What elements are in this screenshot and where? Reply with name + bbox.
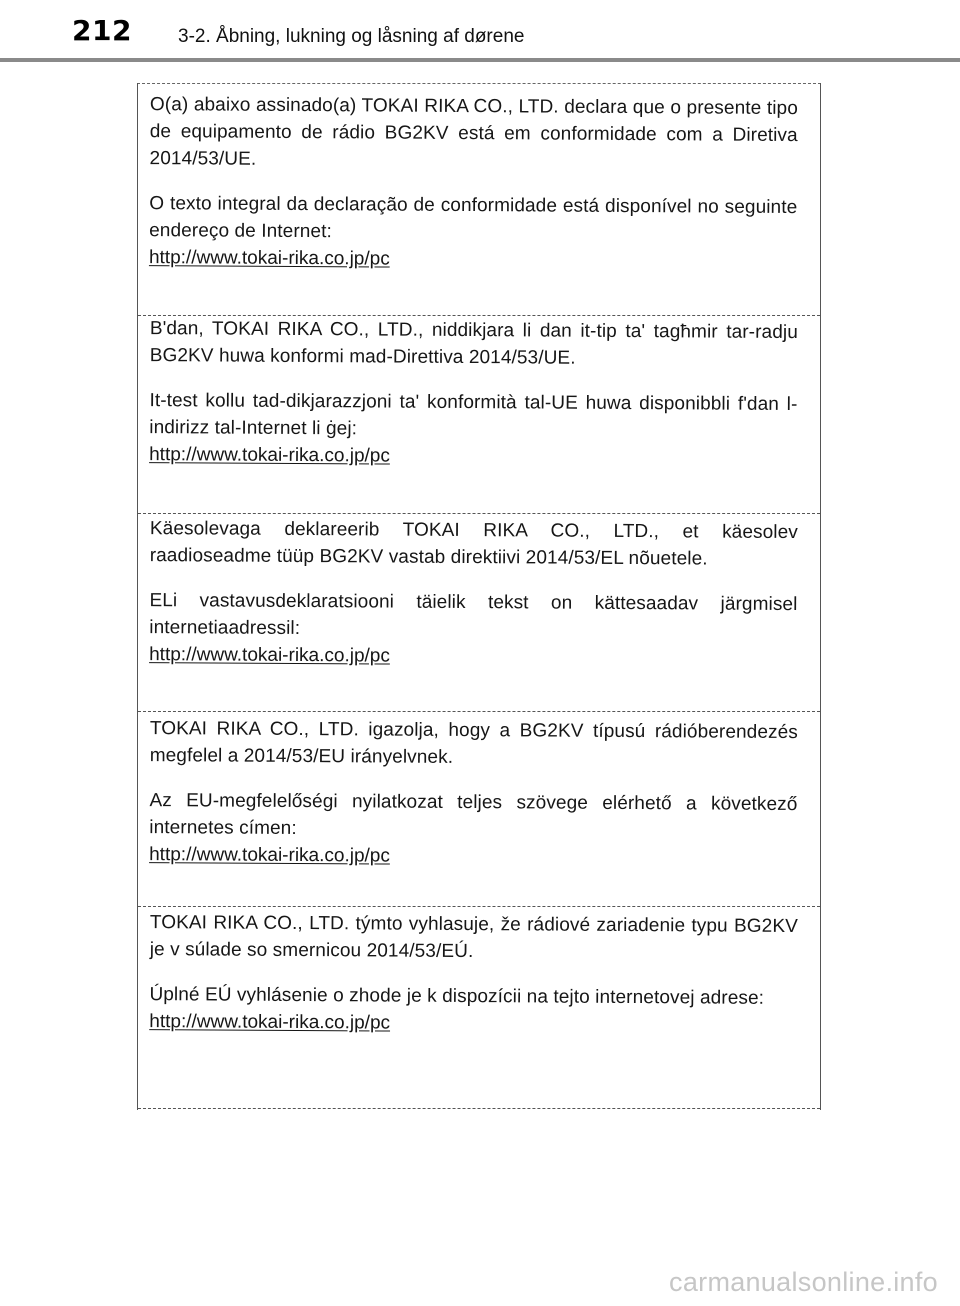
declaration-url[interactable]: http://www.tokai-rika.co.jp/pc [149,444,390,467]
declaration-url[interactable]: http://www.tokai-rika.co.jp/pc [149,844,390,867]
section-divider [138,513,820,514]
page-header [0,0,960,60]
declaration-text: Käesolevaga deklareerib TOKAI RIKA CO., LTD., et käesolev raadioseadme tüüp BG2KV vastab direktiivi 2014/53/EL nõuetele. [149,518,798,570]
availability-text: It-test kollu tad-dikjarazzjoni ta' konformità tal-UE huwa disponibbli f'dan l-indirizz tal-Internet li ġej: [149,390,798,440]
availability-text: O texto integral da declaração de conformidade está disponível no seguinte endereço de Internet: [149,193,798,243]
section-divider [138,906,820,907]
declaration-text: B'dan, TOKAI RIKA CO., LTD., niddikjara li dan it-tip ta' tagħmir tar-radju BG2KV huwa konformi mad-Direttiva 2014/53/UE. [149,318,798,369]
declaration-url[interactable]: http://www.tokai-rika.co.jp/pc [149,1011,391,1034]
page-number: 212 [72,14,132,47]
declaration-portuguese [137,91,820,275]
availability-text: Az EU-megfelelőségi nyilatkozat teljes szövege elérhető a következő internetes címen: [149,790,798,839]
declaration-estonian [137,515,820,672]
declaration-url[interactable]: http://www.tokai-rika.co.jp/pc [148,247,390,270]
declaration-url[interactable]: http://www.tokai-rika.co.jp/pc [149,644,390,667]
declaration-text: TOKAI RIKA CO., LTD. týmto vyhlasuje, že rádiové zariadenie typu BG2KV je v súlade so smernicou 2014/53/EÚ. [149,912,798,963]
section-divider [138,711,820,712]
declaration-slovak [137,909,820,1039]
declaration-text: O(a) abaixo assinado(a) TOKAI RIKA CO., LTD. declara que o presente tipo de equipamento de rádio BG2KV está em conformidade com a Diretiva 2014/53/UE. [149,94,798,170]
availability-text: ELi vastavusdeklaratsiooni täielik tekst on kättesaadav järgmisel internetiaadressil: [149,590,798,639]
section-title: 3-2. Åbning, lukning og låsning af dørene [178,26,525,47]
availability-text: Úplné EÚ vyhlásenie o zhode je k dispozícii na tejto internetovej adrese: [149,984,765,1009]
declaration-text: TOKAI RIKA CO., LTD. igazolja, hogy a BG2KV típusú rádióberendezés megfelel a 2014/53/EU irányelvnek. [149,718,798,768]
section-divider [138,1108,820,1109]
scanned-declaration-box [137,83,821,1110]
declaration-hungarian [137,715,820,872]
header-rule [0,58,960,62]
declaration-maltese [137,315,820,472]
watermark: carmanualsonline.info [669,1267,938,1297]
